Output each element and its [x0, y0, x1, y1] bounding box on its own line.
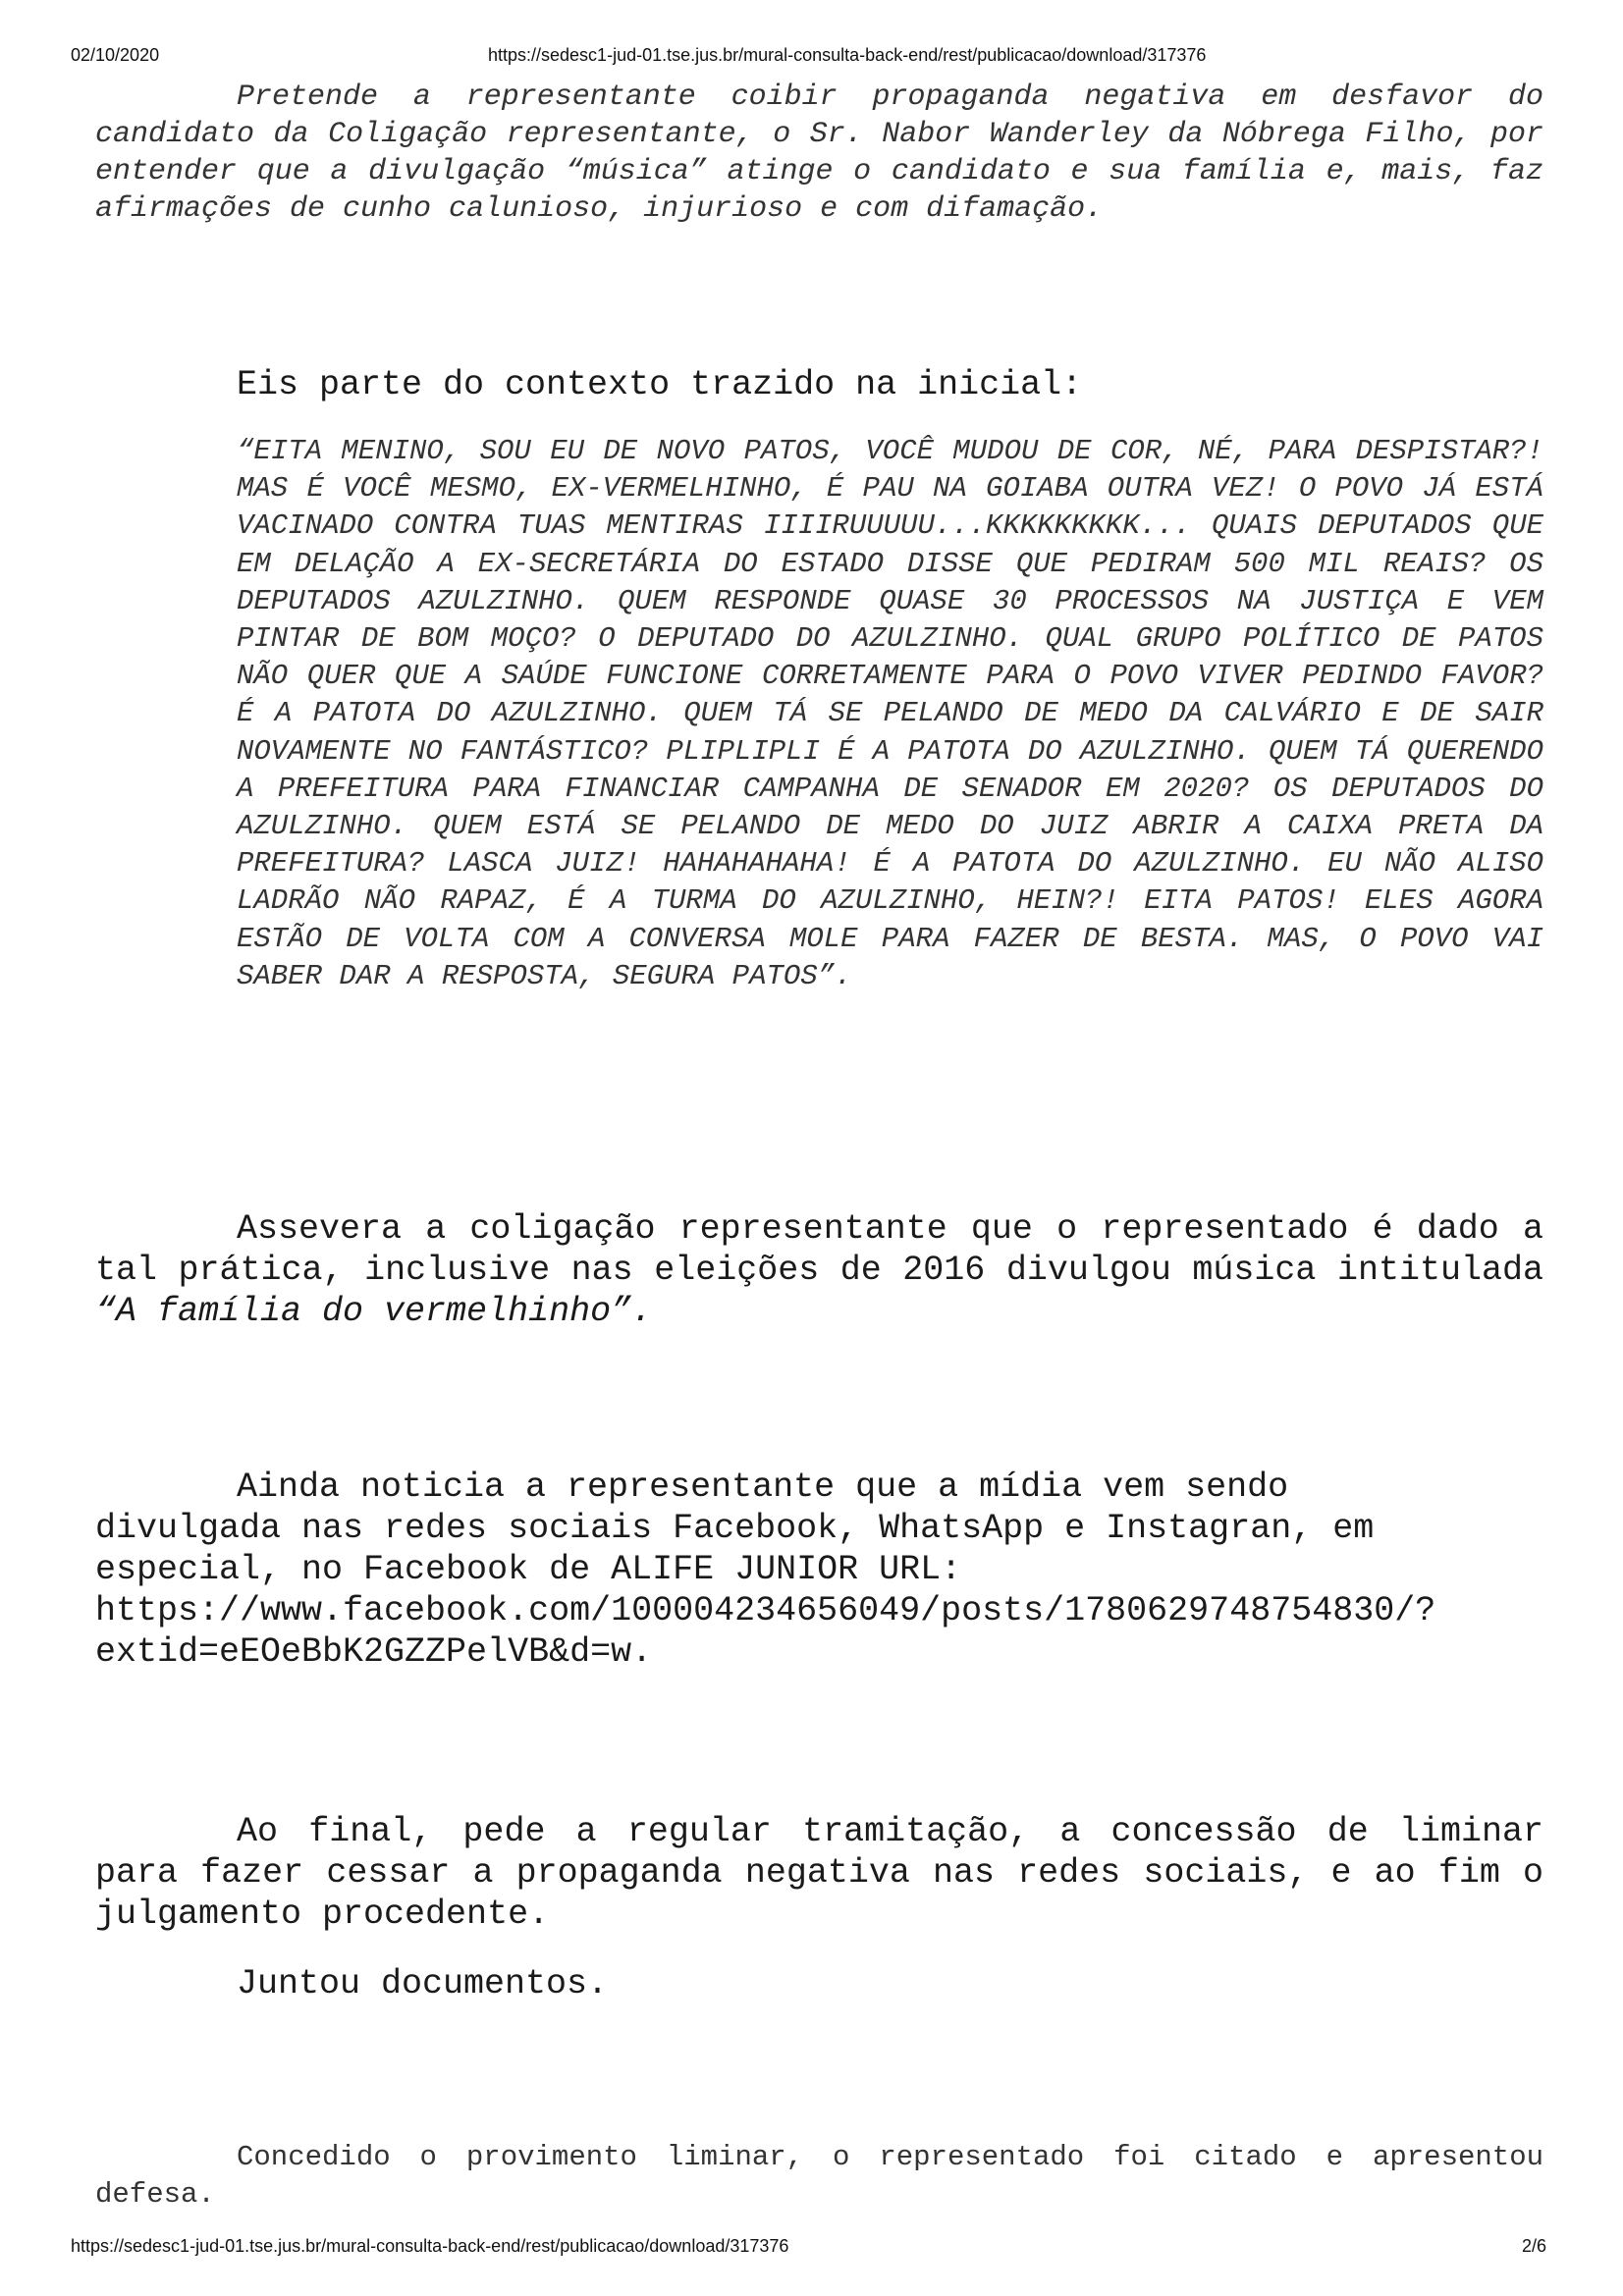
quoted-song-lyrics: “EITA MENINO, SOU EU DE NOVO PATOS, VOCÊ MUDOU DE COR, NÉ, PARA DESPISTAR?! MAS É VOCÊ MESMO, EX-VERMELHINHO, É PAU NA GOIABA OUTRA VEZ! O POVO JÁ ESTÁ VACINADO CONTRA TUAS MENTIRAS IIIIRUUUUU...KKKKKKKKK... QUAIS DEPUTADOS QUE EM DELAÇÃO A EX-SECRETÁRIA DO ESTADO DISSE QUE PEDIRAM 500 MIL REAIS? OS DEPUTADOS AZULZINHO. QUEM RESPONDE QUASE 30 PROCESSOS NA JUSTIÇA E VEM PINTAR DE BOM MOÇO? O DEPUTADO DO AZULZINHO. QUAL GRUPO POLÍTICO DE PATOS NÃO QUER QUE A SAÚDE FUNCIONE CORRETAMENTE PARA O POVO VIVER PEDINDO FAVOR? É A PATOTA DO AZULZINHO. QUEM TÁ SE PELANDO DE MEDO DA CALVÁRIO E DE SAIR NOVAMENTE NO FANTÁSTICO? PLIPLIPLI É A PATOTA DO AZULZINHO. QUEM TÁ QUERENDO A PREFEITURA PARA FINANCIAR CAMPANHA DE SENADOR EM 2020? OS DEPUTADOS DO AZULZINHO. QUEM ESTÁ SE PELANDO DE MEDO DO JUIZ ABRIR A CAIXA PRETA DA PREFEITURA? LASCA JUIZ! HAHAHAHAHA! É A PATOTA DO AZULZINHO. EU NÃO ALISO LADRÃO NÃO RAPAZ, É A TURMA DO AZULZINHO, HEIN?! EITA PATOS! ELES AGORA ESTÃO DE VOLTA COM A CONVERSA MOLE PARA FAZER DE BESTA. MAS, O POVO VAI SABER DAR A RESPOSTA, SEGURA PATOS”.: [237, 435, 1543, 992]
footer-url: https://sedesc1-jud-01.tse.jus.br/mural-consulta-back-end/rest/publicacao/download/317376: [71, 2236, 789, 2256]
line-3: especial, no Facebook de ALIFE JUNIOR URL:: [95, 1550, 962, 1589]
paragraph-eis-parte: Eis parte do contexto trazido na inicial:: [237, 365, 1083, 404]
paragraph-ainda-noticia: [95, 1467, 1543, 1673]
facebook-url-end: extid=eEOeBbK2GZZPelVB&d=w.: [95, 1632, 653, 1672]
paragraph-pretende: Pretende a representante coibir propaganda negativa em desfavor do candidato da Coligação representante, o Sr. Nabor Wanderley da Nóbrega Filho, por entender que a divulgação “música” atinge o candidato e sua família e, mais, faz afirmações de cunho calunioso, injurioso e com difamação.: [95, 80, 1543, 226]
print-date: 02/10/2020: [71, 45, 160, 65]
paragraph-assevera-text: Assevera a coligação representante que o representado é dado a tal prática, inclusive nas eleições de 2016 divulgou música intitulada: [95, 1209, 1543, 1290]
paragraph-concedido: Concedido o provimento liminar, o representado foi citado e apresentou defesa.: [95, 2141, 1543, 2211]
facebook-url-line: https://www.facebook.com/100004234656049/posts/1780629748754830/?: [95, 1591, 1436, 1630]
header-url: https://sedesc1-jud-01.tse.jus.br/mural-consulta-back-end/rest/publicacao/download/317376: [488, 45, 1207, 65]
paragraph-assevera: [95, 1208, 1543, 1332]
song-title: “A família do vermelhinho”.: [95, 1292, 653, 1331]
page-number: 2/6: [1522, 2236, 1547, 2256]
line-1: Ainda noticia a representante que a mídia vem sendo: [237, 1468, 1289, 1507]
paragraph-ao-final: Ao final, pede a regular tramitação, a concessão de liminar para fazer cessar a propaganda negativa nas redes sociais, e ao fim o julgamento procedente.: [95, 1812, 1543, 1934]
line-2: divulgada nas redes sociais Facebook, WhatsApp e Instagran, em: [95, 1509, 1375, 1548]
paragraph-juntou: Juntou documentos.: [237, 1964, 609, 2003]
